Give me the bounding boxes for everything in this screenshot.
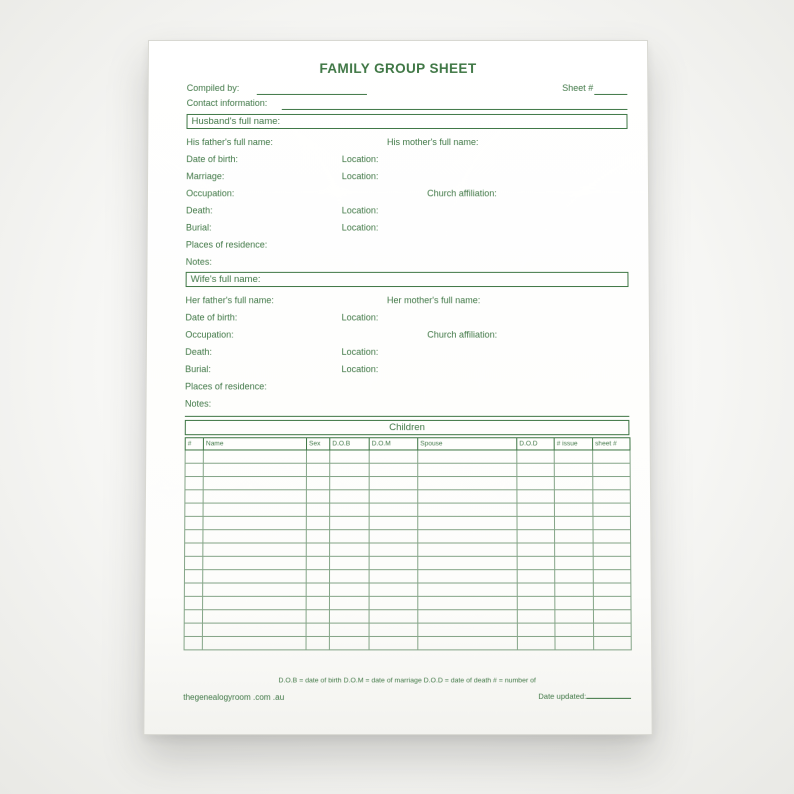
children-cell[interactable]: [418, 570, 517, 583]
compiled-by-label: Compiled by:: [186, 82, 240, 93]
compiled-by-blank[interactable]: [257, 94, 367, 95]
children-cell[interactable]: [185, 543, 203, 556]
children-cell[interactable]: [306, 543, 329, 556]
children-cell[interactable]: [593, 596, 631, 609]
children-cell[interactable]: [329, 583, 369, 596]
children-section: [184, 416, 631, 651]
husband-burial-location-label: Location:: [341, 222, 379, 233]
compiled-by-row: [187, 83, 628, 96]
children-cell[interactable]: [369, 450, 418, 463]
children-cell[interactable]: [418, 503, 517, 516]
abbreviation-legend: D.O.B = date of birth D.O.M = date of marriage D.O.D = date of death # = number of: [278, 677, 536, 685]
children-cell[interactable]: [418, 596, 518, 609]
wife-birth-row: [185, 312, 628, 329]
children-cell[interactable]: [203, 463, 306, 476]
children-cell[interactable]: [306, 610, 329, 623]
children-cell[interactable]: [306, 463, 329, 476]
children-cell[interactable]: [306, 530, 329, 543]
website-text: thegenealogyroom .com .au: [183, 692, 285, 702]
children-cell[interactable]: [330, 516, 370, 529]
children-cell[interactable]: [593, 516, 631, 529]
children-cell[interactable]: [203, 490, 306, 503]
children-cell[interactable]: [202, 623, 306, 636]
children-cell[interactable]: [203, 477, 306, 490]
children-cell[interactable]: [185, 556, 203, 569]
children-cell[interactable]: [330, 570, 370, 583]
children-cell[interactable]: [418, 450, 517, 463]
children-cell[interactable]: [329, 610, 369, 623]
children-col-header-5: Spouse: [418, 438, 517, 450]
children-cell[interactable]: [306, 623, 329, 636]
children-cell[interactable]: [418, 463, 517, 476]
wife-burial-label: Burial:: [185, 364, 211, 375]
children-cell[interactable]: [517, 530, 555, 543]
children-cell[interactable]: [369, 583, 418, 596]
husband-section: [186, 114, 629, 274]
children-col-header-6: D.O.D: [517, 438, 554, 450]
children-cell[interactable]: [330, 543, 370, 556]
children-header-label: Children: [389, 421, 425, 434]
children-cell[interactable]: [184, 610, 202, 623]
children-cell[interactable]: [517, 583, 555, 596]
husband-burial-label: Burial:: [185, 222, 212, 233]
children-cell[interactable]: [330, 530, 370, 543]
children-cell[interactable]: [306, 636, 329, 649]
children-row: [184, 610, 631, 623]
children-cell[interactable]: [203, 530, 306, 543]
children-cell[interactable]: [185, 490, 203, 503]
children-cell[interactable]: [202, 636, 306, 649]
children-table: [184, 437, 632, 650]
children-row: [184, 596, 631, 609]
children-row: [184, 570, 630, 583]
children-col-header-0: #: [185, 438, 203, 450]
husband-church-label: Church affiliation:: [427, 188, 497, 199]
husband-header-box: [186, 114, 627, 129]
children-cell[interactable]: [306, 556, 329, 569]
children-cell[interactable]: [369, 543, 418, 556]
wife-residence-label: Places of residence:: [185, 381, 267, 392]
children-cell[interactable]: [554, 463, 593, 476]
wife-burial-row: [185, 364, 629, 381]
children-cell[interactable]: [555, 623, 594, 636]
children-cell[interactable]: [203, 570, 307, 583]
children-top-rule: [185, 416, 629, 417]
children-cell[interactable]: [555, 543, 594, 556]
wife-death-row: [185, 347, 629, 364]
wife-occupation-label: Occupation:: [185, 329, 234, 340]
children-cell[interactable]: [369, 477, 418, 490]
sheet-number-label: Sheet #: [562, 82, 594, 93]
husband-burial-row: [186, 222, 628, 239]
children-header-box: [185, 420, 630, 435]
children-cell[interactable]: [202, 610, 306, 623]
children-cell[interactable]: [185, 516, 203, 529]
children-cell[interactable]: [517, 636, 555, 649]
children-cell[interactable]: [203, 450, 306, 463]
wife-header-box: [186, 272, 629, 287]
children-cell[interactable]: [369, 503, 418, 516]
children-cell[interactable]: [418, 610, 518, 623]
children-cell[interactable]: [330, 463, 369, 476]
children-cell[interactable]: [517, 490, 555, 503]
children-cell[interactable]: [329, 623, 369, 636]
children-cell[interactable]: [555, 556, 594, 569]
children-row: [185, 543, 631, 556]
children-cell[interactable]: [418, 623, 518, 636]
children-cell[interactable]: [185, 503, 203, 516]
children-cell[interactable]: [369, 636, 418, 649]
contact-row: [187, 98, 628, 111]
children-cell[interactable]: [369, 610, 418, 623]
children-cell[interactable]: [593, 556, 631, 569]
children-cell[interactable]: [369, 596, 418, 609]
children-cell[interactable]: [369, 556, 418, 569]
children-cell[interactable]: [330, 503, 370, 516]
page-title: FAMILY GROUP SHEET: [319, 60, 477, 76]
children-cell[interactable]: [184, 583, 202, 596]
children-cell[interactable]: [203, 516, 306, 529]
children-cell[interactable]: [369, 530, 418, 543]
husband-marriage-label: Marriage:: [186, 171, 225, 182]
children-cell[interactable]: [418, 516, 517, 529]
husband-occupation-row: [186, 188, 628, 205]
children-cell[interactable]: [329, 636, 369, 649]
children-row: [184, 623, 631, 636]
husband-death-label: Death:: [186, 205, 213, 216]
children-cell[interactable]: [593, 503, 631, 516]
husband-mother-label: His mother's full name:: [386, 137, 479, 148]
children-cell[interactable]: [593, 490, 631, 503]
children-cell[interactable]: [593, 530, 631, 543]
wife-notes-label: Notes:: [184, 398, 212, 409]
wife-mother-label: Her mother's full name:: [386, 295, 481, 306]
children-cell[interactable]: [306, 516, 329, 529]
children-cell[interactable]: [184, 636, 202, 649]
children-col-header-1: Name: [203, 438, 306, 450]
husband-rows: [186, 137, 629, 274]
children-cell[interactable]: [418, 583, 517, 596]
children-cell[interactable]: [593, 463, 631, 476]
children-cell[interactable]: [593, 583, 631, 596]
children-cell[interactable]: [306, 503, 329, 516]
children-cell[interactable]: [185, 530, 203, 543]
children-cell[interactable]: [203, 583, 307, 596]
children-cell[interactable]: [517, 477, 554, 490]
children-cell[interactable]: [555, 570, 594, 583]
children-cell[interactable]: [185, 463, 203, 476]
contact-label: Contact information:: [186, 97, 268, 108]
children-cell[interactable]: [555, 530, 594, 543]
husband-full-name-label: Husband's full name:: [191, 115, 281, 127]
children-cell[interactable]: [329, 596, 369, 609]
wife-death-label: Death:: [185, 346, 213, 357]
children-cell[interactable]: [330, 556, 370, 569]
date-updated-blank[interactable]: [586, 691, 631, 699]
date-updated-row: [183, 691, 631, 701]
children-cell[interactable]: [554, 450, 592, 463]
children-cell[interactable]: [594, 623, 632, 636]
children-col-header-2: Sex: [307, 438, 330, 450]
wife-rows: [185, 295, 629, 416]
children-cell[interactable]: [306, 477, 329, 490]
children-cell[interactable]: [203, 556, 306, 569]
husband-residence-row: [186, 240, 629, 257]
children-row: [184, 583, 631, 596]
sheet-number-blank[interactable]: [594, 94, 627, 95]
children-cell[interactable]: [330, 477, 369, 490]
wife-section: [185, 272, 629, 416]
children-cell[interactable]: [306, 490, 329, 503]
children-cell[interactable]: [306, 450, 329, 463]
husband-occupation-label: Occupation:: [186, 188, 235, 199]
children-cell[interactable]: [517, 623, 555, 636]
children-cell[interactable]: [517, 463, 554, 476]
children-cell[interactable]: [369, 570, 418, 583]
wife-father-label: Her father's full name:: [185, 295, 274, 306]
children-cell[interactable]: [554, 516, 593, 529]
date-updated-label: Date updated:: [538, 691, 587, 701]
wife-death-location-label: Location:: [341, 346, 379, 357]
children-cell[interactable]: [555, 583, 594, 596]
children-cell[interactable]: [185, 450, 203, 463]
children-cell[interactable]: [184, 623, 202, 636]
children-cell[interactable]: [306, 596, 329, 609]
children-cell[interactable]: [418, 490, 517, 503]
children-row: [185, 450, 630, 463]
children-row: [185, 556, 631, 569]
children-cell[interactable]: [306, 570, 329, 583]
husband-death-row: [186, 205, 628, 222]
children-cell[interactable]: [554, 490, 593, 503]
children-cell[interactable]: [517, 610, 555, 623]
wife-notes-row: [185, 399, 629, 416]
children-cell[interactable]: [418, 543, 517, 556]
children-cell[interactable]: [203, 543, 306, 556]
children-cell[interactable]: [593, 570, 631, 583]
wife-church-label: Church affiliation:: [427, 329, 498, 340]
wife-dob-location-label: Location:: [341, 312, 379, 323]
family-group-sheet-page: [143, 40, 652, 735]
children-cell[interactable]: [369, 463, 418, 476]
children-cell[interactable]: [554, 503, 593, 516]
wife-burial-location-label: Location:: [341, 364, 379, 375]
wife-residence-row: [185, 381, 629, 398]
husband-marriage-location-label: Location:: [341, 171, 379, 182]
children-cell[interactable]: [418, 556, 517, 569]
children-columns-row: [185, 438, 630, 450]
wife-occupation-row: [185, 330, 629, 347]
children-cell[interactable]: [555, 596, 594, 609]
children-cell[interactable]: [555, 636, 594, 649]
children-cell[interactable]: [593, 610, 631, 623]
children-row: [185, 490, 630, 503]
children-cell[interactable]: [593, 450, 630, 463]
children-row: [185, 503, 631, 516]
children-cell[interactable]: [594, 636, 632, 649]
children-cell[interactable]: [184, 596, 202, 609]
husband-marriage-row: [186, 171, 628, 188]
children-col-header-3: D.O.B: [330, 438, 369, 450]
children-cell[interactable]: [517, 596, 555, 609]
children-cell[interactable]: [517, 543, 555, 556]
children-cell[interactable]: [369, 623, 418, 636]
husband-father-label: His father's full name:: [186, 137, 273, 148]
husband-death-location-label: Location:: [341, 205, 379, 216]
children-cell[interactable]: [418, 636, 518, 649]
children-cell[interactable]: [330, 490, 369, 503]
children-col-header-8: sheet #: [593, 438, 630, 450]
children-cell[interactable]: [184, 570, 202, 583]
children-cell[interactable]: [203, 596, 307, 609]
children-cell[interactable]: [306, 583, 329, 596]
children-cell[interactable]: [517, 556, 555, 569]
wife-dob-label: Date of birth:: [185, 312, 238, 323]
children-row: [185, 530, 631, 543]
husband-dob-location-label: Location:: [341, 154, 379, 165]
husband-parents-row: [186, 137, 627, 154]
children-row: [184, 636, 631, 649]
wife-full-name-label: Wife's full name:: [190, 273, 261, 286]
husband-dob-label: Date of birth:: [186, 154, 239, 165]
children-cell[interactable]: [418, 477, 517, 490]
children-cell[interactable]: [517, 570, 555, 583]
children-cell[interactable]: [517, 503, 555, 516]
husband-residence-label: Places of residence:: [185, 239, 268, 250]
children-cell[interactable]: [203, 503, 306, 516]
children-cell[interactable]: [593, 543, 631, 556]
children-row: [185, 463, 630, 476]
children-cell[interactable]: [369, 490, 418, 503]
children-cell[interactable]: [554, 477, 593, 490]
children-row: [185, 477, 630, 490]
children-cell[interactable]: [593, 477, 631, 490]
wife-parents-row: [185, 295, 628, 312]
children-cell[interactable]: [369, 516, 418, 529]
husband-notes-label: Notes:: [185, 256, 212, 267]
children-cell[interactable]: [517, 516, 555, 529]
husband-birth-row: [186, 154, 628, 171]
children-cell[interactable]: [418, 530, 517, 543]
children-cell[interactable]: [330, 450, 369, 463]
children-cell[interactable]: [555, 610, 594, 623]
contact-blank[interactable]: [282, 109, 628, 110]
children-cell[interactable]: [185, 477, 203, 490]
children-cell[interactable]: [517, 450, 554, 463]
children-row: [185, 516, 631, 529]
children-col-header-7: # issue: [554, 438, 592, 450]
children-col-header-4: D.O.M: [369, 438, 418, 450]
